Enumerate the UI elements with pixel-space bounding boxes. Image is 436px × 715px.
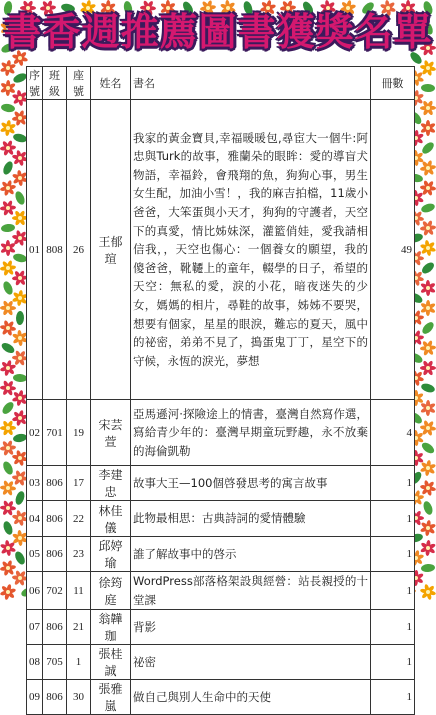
flower-icon	[0, 584, 16, 600]
row-class: 808	[43, 100, 67, 400]
row-no: 03	[27, 466, 43, 501]
flower-icon	[420, 120, 436, 136]
row-count: 1	[371, 466, 415, 501]
leaf-icon	[1, 160, 14, 176]
row-name: 李建忠	[91, 466, 131, 501]
flower-icon	[0, 320, 16, 336]
page-title: 書香週推薦圖書獲獎名單	[3, 9, 433, 54]
leaf-icon	[13, 550, 27, 566]
row-class: 806	[43, 501, 67, 537]
leaf-icon	[422, 500, 434, 516]
row-name: 翁韡珈	[91, 610, 131, 645]
table-row	[27, 466, 415, 501]
row-books: 做自己與別人生命中的天使	[131, 680, 371, 715]
row-seat: 19	[67, 400, 91, 466]
flower-icon	[0, 200, 16, 216]
row-count: 1	[371, 610, 415, 645]
flower-icon	[0, 300, 16, 316]
leaf-icon	[0, 400, 15, 416]
row-no: 09	[27, 680, 43, 715]
row-class: 702	[43, 572, 67, 610]
row-books: 背影	[131, 610, 371, 645]
leaf-icon	[421, 563, 436, 572]
leaf-icon	[421, 84, 435, 93]
row-name: 邱婷瑜	[91, 537, 131, 572]
row-books: WordPress部落格架設與經營：站長親授的十堂課	[131, 572, 371, 610]
table-row	[27, 400, 415, 466]
flower-icon	[420, 240, 436, 256]
table-header-row	[27, 67, 415, 100]
flower-icon	[420, 360, 436, 376]
leaf-icon	[1, 460, 14, 476]
row-no: 07	[27, 610, 43, 645]
leaf-icon	[420, 260, 436, 275]
row-count: 1	[371, 501, 415, 537]
header-book: 書名	[131, 67, 371, 100]
row-count: 1	[371, 537, 415, 572]
leaf-icon	[14, 490, 26, 506]
flower-icon	[420, 160, 436, 176]
flower-icon	[420, 520, 436, 536]
row-books: 此物最相思：古典詩詞的愛情體驗	[131, 501, 371, 537]
header-class: 班級	[43, 67, 67, 100]
flower-icon	[420, 540, 436, 556]
flower-icon	[0, 120, 16, 136]
row-no: 02	[27, 400, 43, 466]
leaf-icon	[1, 223, 16, 232]
row-name: 徐筠庭	[91, 572, 131, 610]
row-seat: 11	[67, 572, 91, 610]
flower-icon	[420, 300, 436, 316]
row-class: 806	[43, 466, 67, 501]
award-table	[26, 66, 415, 715]
row-class: 806	[43, 610, 67, 645]
flower-icon	[0, 500, 16, 516]
row-class: 705	[43, 645, 67, 680]
row-seat: 17	[67, 466, 91, 501]
flower-icon	[420, 584, 436, 600]
row-class: 806	[43, 680, 67, 715]
row-books: 我家的黃金寶貝,幸福暖暖包,尋宦大一個牛:阿忠與Turk的故事，雅蘭朵的眼眸：愛的導盲犬物語，幸福鈴，會飛翔的魚，狗狗心事，男生女生配，加油小雪！，我的麻吉拍檔，11歲小爸爸，大笨蛋與小天才，狗狗的守護者，天空下的真愛，情比姊妹深，灌籃俏娃，愛我請相信我，，天空也傷心：一個養女的願望，我的傻爸爸，靴韆上的童年，輟學的日子，希望的天空：無私的愛，淚的小花，暗夜迷失的少女，媽媽的相片，尋鞋的故事，姊姊不要哭，想要有個家，星星的眼淚，難忘的夏天，風中的祕密，弟弟不見了，搗蛋鬼丁丁，星空下的守候，永恆的淚光，夢想	[131, 100, 371, 400]
flower-icon	[0, 380, 16, 396]
row-no: 05	[27, 537, 43, 572]
row-books: 故事大王—100個啓發思考的寓言故事	[131, 466, 371, 501]
leaf-icon	[420, 441, 436, 456]
flower-icon	[0, 560, 16, 576]
row-count: 4	[371, 400, 415, 466]
flower-icon	[0, 80, 16, 96]
leaf-icon	[2, 520, 14, 536]
flower-icon	[0, 260, 16, 276]
flower-icon	[420, 480, 436, 496]
row-seat: 26	[67, 100, 91, 400]
row-no: 06	[27, 572, 43, 610]
row-count: 49	[371, 100, 415, 400]
flower-icon	[420, 280, 436, 296]
leaf-icon	[1, 280, 14, 296]
flower-icon	[0, 240, 16, 256]
table-row	[27, 100, 415, 400]
leaf-icon	[420, 320, 435, 336]
table-row	[27, 645, 415, 680]
row-no: 01	[27, 100, 43, 400]
row-count: 1	[371, 680, 415, 715]
table-row	[27, 610, 415, 645]
flower-icon	[0, 480, 16, 496]
leaf-icon	[420, 202, 436, 214]
header-no: 序號	[27, 67, 43, 100]
row-class: 701	[43, 400, 67, 466]
table-row	[27, 572, 415, 610]
row-name: 宋芸萱	[91, 400, 131, 466]
row-name: 張桂誠	[91, 645, 131, 680]
row-books: 亞馬遜河‧探險途上的情書，臺灣自然寫作選，寫給青少年的：臺灣早期童玩野趣，永不放棄的海倫凱勒	[131, 400, 371, 466]
flower-icon	[0, 420, 16, 436]
table-row	[27, 680, 415, 715]
row-books: 誰了解故事中的啓示	[131, 537, 371, 572]
row-seat: 30	[67, 680, 91, 715]
header-name: 姓名	[91, 67, 131, 100]
header-seat: 座號	[67, 67, 91, 100]
row-seat: 1	[67, 645, 91, 680]
flower-icon	[420, 340, 436, 356]
row-class: 806	[43, 537, 67, 572]
flower-icon	[0, 140, 16, 156]
row-name: 張雅嵐	[91, 680, 131, 715]
row-name: 林佳儀	[91, 501, 131, 537]
table-row	[27, 501, 415, 537]
leaf-icon	[16, 311, 24, 325]
header-count: 冊數	[371, 67, 415, 100]
row-no: 04	[27, 501, 43, 537]
flower-icon	[0, 440, 16, 456]
row-books: 祕密	[131, 645, 371, 680]
row-seat: 23	[67, 537, 91, 572]
row-count: 1	[371, 645, 415, 680]
leaf-icon	[0, 103, 15, 113]
flower-icon	[0, 60, 16, 76]
flower-icon	[420, 220, 436, 236]
flower-icon	[0, 360, 16, 376]
leaf-icon	[14, 190, 27, 206]
row-seat: 21	[67, 610, 91, 645]
table-row	[27, 537, 415, 572]
row-seat: 22	[67, 501, 91, 537]
row-no: 08	[27, 645, 43, 680]
leaf-icon	[0, 341, 16, 355]
row-count: 1	[371, 572, 415, 610]
leaf-icon	[420, 382, 436, 394]
row-name: 王郁瑄	[91, 100, 131, 400]
